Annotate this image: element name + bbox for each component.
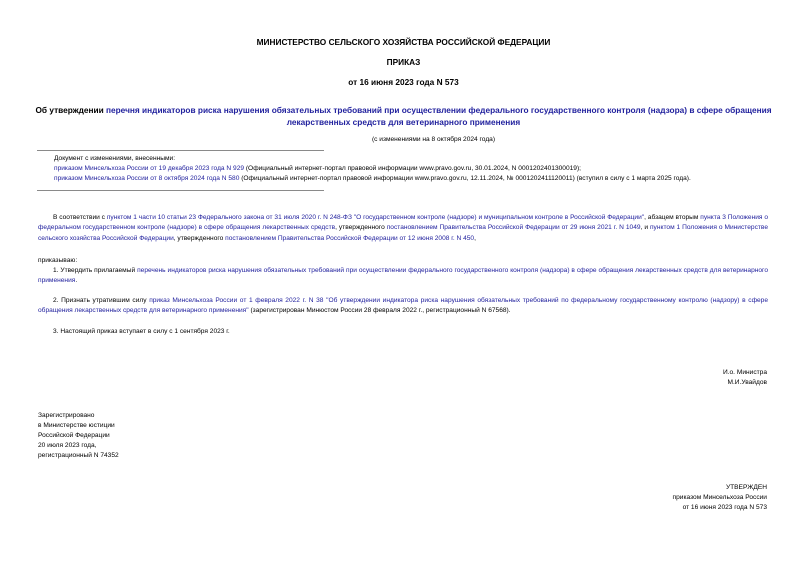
signature-block — [723, 368, 767, 388]
change-link-1[interactable]: приказом Минсельхоза России от 19 декабря 2023 года N 929 — [54, 165, 245, 172]
top-divider — [37, 150, 324, 151]
order-date-number: от 16 июня 2023 года N 573 — [348, 77, 459, 87]
change-link-2[interactable]: приказом Минсельхоза России от 8 октября 2024 года N 580 — [54, 175, 240, 182]
edition-note: (с изменениями на 8 октября 2024 года) — [371, 136, 496, 143]
ministry-heading: МИНИСТЕРСТВО СЕЛЬСКОГО ХОЗЯЙСТВА РОССИЙСКОЙ ФЕДЕРАЦИИ — [256, 37, 551, 47]
registration-line: 20 июля 2023 года, — [38, 442, 97, 449]
item-2-link[interactable]: приказ Минсельхоза России от 1 февраля 2022 г. N 38 "Об утверждении индикатора риска нарушения обязательных требований по федеральному государственному контролю (надзору) в сфере обращения лекарственных средств для ветеринарного применения" — [38, 297, 768, 315]
preamble-paragraph — [38, 213, 768, 244]
preamble-text: , и — [640, 224, 650, 232]
item-1-link[interactable]: перечень индикаторов риска нарушения обязательных требований при осуществлении федерального государственного контроля (надзора) в сфере обращения лекарственных средств для ветеринарного применения — [38, 267, 768, 285]
registration-line: регистрационный N 74352 — [38, 452, 119, 459]
item-2-end: (зарегистрирован Минюстом России 28 февраля 2022 г., регистрационный N 67568). — [248, 307, 511, 315]
item-2-text: 2. Признать утратившим силу — [53, 297, 150, 304]
item-1-text: 1. Утвердить прилагаемый — [53, 267, 138, 274]
approved-line: приказом Минсельхоза России — [672, 494, 767, 501]
signature-position: И.о. Министра — [722, 369, 767, 376]
order-word: приказываю: — [38, 257, 78, 264]
change-text-2: (Официальный интернет-портал правовой информации www.pravo.gov.ru, 12.11.2024, № 0001202411120011) (вступил в силу с 1 марта 2025 года). — [239, 175, 691, 182]
change-item — [54, 164, 774, 174]
item-3-paragraph: 3. Настоящий приказ вступает в силу с 1 сентября 2023 г. — [53, 328, 230, 335]
change-item — [54, 174, 774, 184]
preamble-text: , абзацем вторым — [644, 214, 701, 221]
registration-block — [38, 411, 119, 461]
registration-line: Зарегистрировано — [38, 412, 95, 419]
item-1-end: . — [75, 277, 78, 285]
title-prefix: Об утверждении — [35, 105, 106, 115]
preamble-link-decree-1049[interactable]: постановлением Правительства Российской Федерации от 29 июня 2021 г. N 1049 — [386, 224, 641, 232]
signature-name: М.И.Увайдов — [727, 379, 767, 386]
item-1-paragraph — [38, 266, 768, 287]
registration-line: Российской Федерации — [38, 432, 110, 439]
title-link[interactable]: перечня индикаторов риска нарушения обязательных требований при осуществлении федерального государственного контроля (надзора) в сфере обращения лекарственных средств для ветеринарного применения — [105, 105, 772, 127]
changes-intro: Документ с изменениями, внесенными: — [54, 155, 176, 162]
order-title — [30, 104, 777, 128]
preamble-text: , утвержденного — [173, 234, 226, 242]
change-text-1: (Официальный интернет-портал правовой информации www.pravo.gov.ru, 30.01.2024, N 0001202401300019); — [244, 165, 581, 172]
bottom-divider — [37, 190, 324, 191]
preamble-link-ministry-regulation[interactable]: пунктом 1 Положения о Министерстве сельского хозяйства Российской Федерации — [38, 224, 768, 242]
item-2-paragraph — [38, 296, 768, 317]
changes-block — [54, 154, 774, 184]
doc-type-heading: ПРИКАЗ — [386, 57, 421, 67]
preamble-link-regulation[interactable]: пункта 3 Положения о федеральном государственном контроле (надзоре) в сфере обращения лекарственных средств — [38, 214, 768, 232]
approved-line: от 16 июня 2023 года N 573 — [682, 504, 767, 511]
preamble-link-decree-450[interactable]: постановлением Правительства Российской Федерации от 12 июня 2008 г. N 450 — [225, 234, 475, 242]
approved-line: УТВЕРЖДЕН — [725, 484, 767, 491]
preamble-link-law[interactable]: пунктом 1 части 10 статьи 23 Федерального закона от 31 июля 2020 г. N 248-ФЗ "О государственном контроле (надзоре) и муниципальном контроле в Российской Федерации" — [106, 214, 645, 221]
preamble-text: , — [474, 234, 476, 242]
registration-line: в Министерстве юстиции — [38, 422, 115, 429]
preamble-text: В соответствии с — [53, 214, 107, 221]
approved-block — [673, 483, 767, 513]
preamble-text: , утвержденного — [335, 224, 387, 232]
